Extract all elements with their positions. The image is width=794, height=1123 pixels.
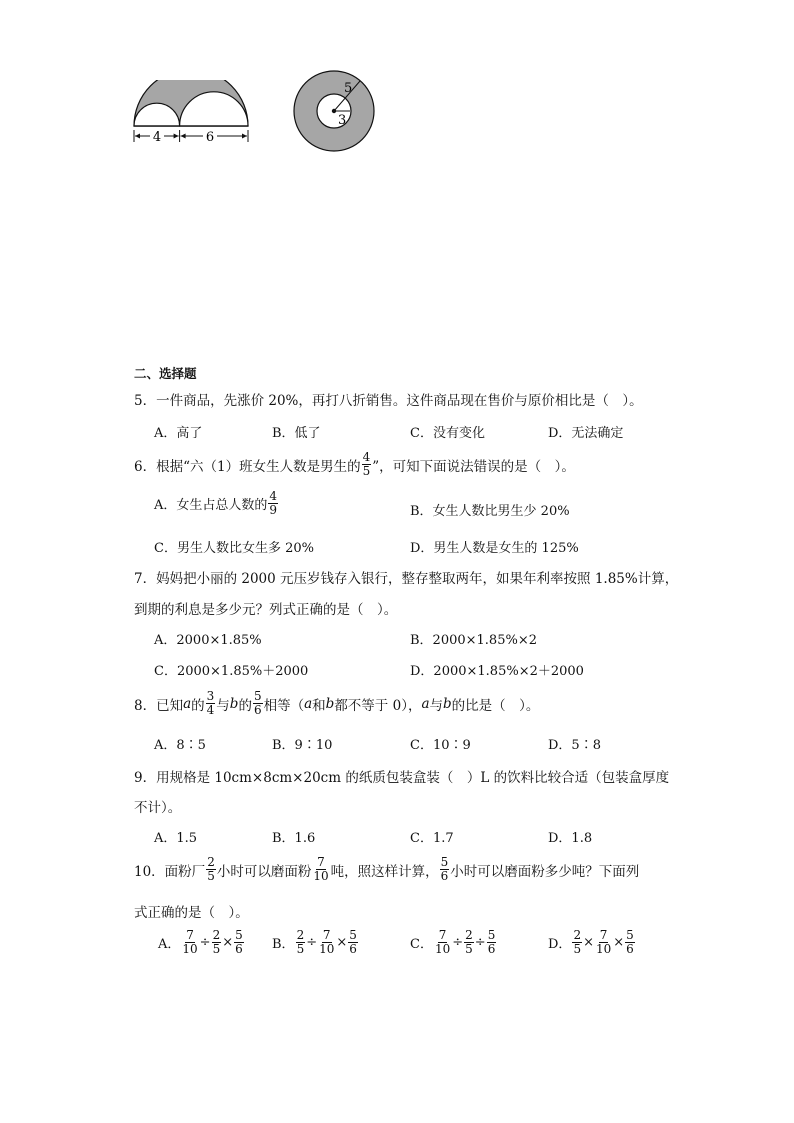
q10-option-c[interactable] bbox=[410, 929, 497, 956]
q10-option-b-label: B． bbox=[272, 937, 295, 952]
q6-text-before: 6．根据“六（1）班女生人数是男生的 bbox=[134, 458, 361, 475]
q10-text-2: 小时可以磨面粉 bbox=[216, 863, 312, 880]
q6-option-b[interactable]: B．女生人数比男生少 20% bbox=[410, 504, 570, 519]
q10-a-frac-3: $\frac{5}{6}$ bbox=[235, 928, 243, 956]
q8-text-5: 相等（ bbox=[263, 697, 305, 714]
q10-b-frac-1: $\frac{2}{5}$ bbox=[296, 928, 305, 956]
q9-option-a[interactable]: A．1.5 bbox=[154, 831, 198, 846]
q5-option-c[interactable]: C．没有变化 bbox=[410, 426, 485, 441]
q6-option-a-fraction: $\frac{4}{9}$ bbox=[269, 489, 278, 517]
outer-radius-label: 5 bbox=[344, 81, 353, 96]
q10-option-a[interactable] bbox=[158, 929, 245, 956]
q8-text-8: 与 bbox=[429, 697, 444, 714]
q5-option-a[interactable]: A．高了 bbox=[154, 426, 203, 441]
q6-option-a[interactable] bbox=[154, 490, 279, 517]
q7-option-c[interactable]: C．2000×1.85%＋2000 bbox=[154, 664, 309, 679]
q10-c-frac-2: $\frac{2}{5}$ bbox=[465, 928, 473, 956]
q10-option-d-label: D． bbox=[548, 937, 572, 952]
q8-fraction-2: $\frac{5}{6}$ bbox=[253, 689, 262, 717]
q10-option-a-label: A． bbox=[158, 937, 181, 952]
q10-c-frac-1: $\frac{7}{10}$ bbox=[434, 928, 451, 956]
q10-option-c-label: C． bbox=[410, 937, 433, 952]
q10-option-d[interactable] bbox=[548, 929, 636, 956]
semicircle-left-length: 4 bbox=[152, 130, 162, 145]
q9-option-d[interactable]: D．1.8 bbox=[548, 831, 593, 846]
q8-option-a[interactable]: A．8∶5 bbox=[154, 738, 206, 753]
q10-d-frac-3: $\frac{5}{6}$ bbox=[626, 928, 634, 956]
q10-c-frac-3: $\frac{5}{6}$ bbox=[487, 928, 496, 956]
q10-d-op-2: × bbox=[613, 935, 625, 950]
question-7-line-1: 7．妈妈把小丽的 2000 元压岁钱存入银行，整存整取两年，如果年利率按照 1.85%计算， bbox=[134, 571, 679, 587]
q8-text-2: 的 bbox=[191, 697, 205, 714]
q8-text-1: 8．已知 bbox=[134, 697, 184, 714]
q8-text-7: 都不等于 0）， bbox=[334, 697, 422, 714]
q10-fraction-1: $\frac{2}{5}$ bbox=[207, 855, 215, 883]
q8-text-4: 的 bbox=[238, 697, 252, 714]
q5-option-d[interactable]: D．无法确定 bbox=[548, 426, 624, 441]
q6-option-c[interactable]: C．男生人数比女生多 20% bbox=[154, 541, 314, 556]
q10-b-op-2: × bbox=[336, 935, 348, 950]
q6-text-after: ”，可知下面说法错误的是（ ）。 bbox=[372, 458, 575, 475]
q8-text-9: 的比是（ ）。 bbox=[451, 697, 540, 714]
q10-d-op-1: × bbox=[583, 935, 594, 950]
q10-c-op-1: ÷ bbox=[452, 935, 464, 950]
q10-d-frac-1: $\frac{2}{5}$ bbox=[573, 928, 582, 956]
question-9-line-2: 不计）。 bbox=[134, 800, 182, 816]
question-5-text: 5．一件商品，先涨价 20%，再打八折销售。这件商品现在售价与原价相比是（ ）。 bbox=[134, 393, 643, 409]
question-10-line-1 bbox=[134, 856, 639, 883]
question-6-text bbox=[134, 451, 575, 478]
semicircle-right-length: 6 bbox=[205, 130, 215, 145]
q8-option-c[interactable]: C．10∶9 bbox=[410, 738, 471, 753]
q10-text-1: 10．面粉厂 bbox=[134, 863, 206, 880]
question-10-line-2: 式正确的是（ ）。 bbox=[134, 905, 249, 921]
q6-option-d[interactable]: D．男生人数是女生的 125% bbox=[410, 541, 579, 556]
q8-option-b[interactable]: B．9∶10 bbox=[272, 738, 333, 753]
q8-text-6: 和 bbox=[312, 697, 326, 714]
annulus-figure bbox=[290, 70, 380, 156]
inner-radius-label: 3 bbox=[338, 113, 347, 128]
q10-a-frac-2: $\frac{2}{5}$ bbox=[212, 928, 221, 956]
q10-option-b[interactable] bbox=[272, 929, 359, 956]
q10-b-frac-2: $\frac{7}{10}$ bbox=[319, 928, 335, 956]
q10-fraction-2: $\frac{7}{10}$ bbox=[313, 855, 329, 883]
q8-var-a-2: a bbox=[304, 695, 313, 712]
q8-var-a: a bbox=[183, 695, 192, 712]
question-7-line-2: 到期的利息是多少元？列式正确的是（ ）。 bbox=[134, 602, 398, 618]
q8-text-3: 与 bbox=[216, 697, 230, 714]
q5-option-b[interactable]: B．低了 bbox=[272, 426, 321, 441]
q9-option-c[interactable]: C．1.7 bbox=[410, 831, 454, 846]
q6-fraction: $\frac{4}{5}$ bbox=[362, 450, 371, 478]
q10-c-op-2: ÷ bbox=[474, 935, 486, 950]
q10-b-frac-3: $\frac{5}{6}$ bbox=[349, 928, 357, 956]
q10-b-op-1: ÷ bbox=[306, 935, 318, 950]
q10-text-3: 吨，照这样计算， bbox=[330, 863, 439, 880]
q9-option-b[interactable]: B．1.6 bbox=[272, 831, 316, 846]
q8-var-b: b bbox=[229, 695, 239, 712]
q10-d-frac-2: $\frac{7}{10}$ bbox=[595, 928, 612, 956]
q10-text-4: 小时可以磨面粉多少吨？下面列 bbox=[450, 863, 640, 880]
q8-option-d[interactable]: D．5∶8 bbox=[548, 738, 601, 753]
q6-option-a-text: A．女生占总人数的 bbox=[154, 498, 268, 513]
q10-a-op-1: ÷ bbox=[199, 935, 211, 950]
question-8-text bbox=[134, 690, 539, 717]
q10-fraction-3: $\frac{5}{6}$ bbox=[440, 855, 449, 883]
question-9-line-1: 9．用规格是 10cm×8cm×20cm 的纸质包装盒装（ ）L 的饮料比较合适（包装盒厚度 bbox=[134, 770, 670, 786]
q8-var-a-3: a bbox=[421, 695, 430, 712]
q8-var-b-2: b bbox=[325, 695, 335, 712]
section-title: 二、选择题 bbox=[134, 366, 197, 381]
q7-option-b[interactable]: B．2000×1.85%×2 bbox=[410, 633, 537, 648]
q10-a-op-2: × bbox=[222, 935, 234, 950]
q7-option-d[interactable]: D．2000×1.85%×2＋2000 bbox=[410, 664, 584, 679]
semicircle-figure bbox=[128, 80, 253, 146]
q7-option-a[interactable]: A．2000×1.85% bbox=[154, 633, 262, 648]
q10-a-frac-1: $\frac{7}{10}$ bbox=[182, 928, 198, 956]
q8-var-b-3: b bbox=[443, 695, 452, 712]
q8-fraction-1: $\frac{3}{4}$ bbox=[206, 689, 215, 717]
